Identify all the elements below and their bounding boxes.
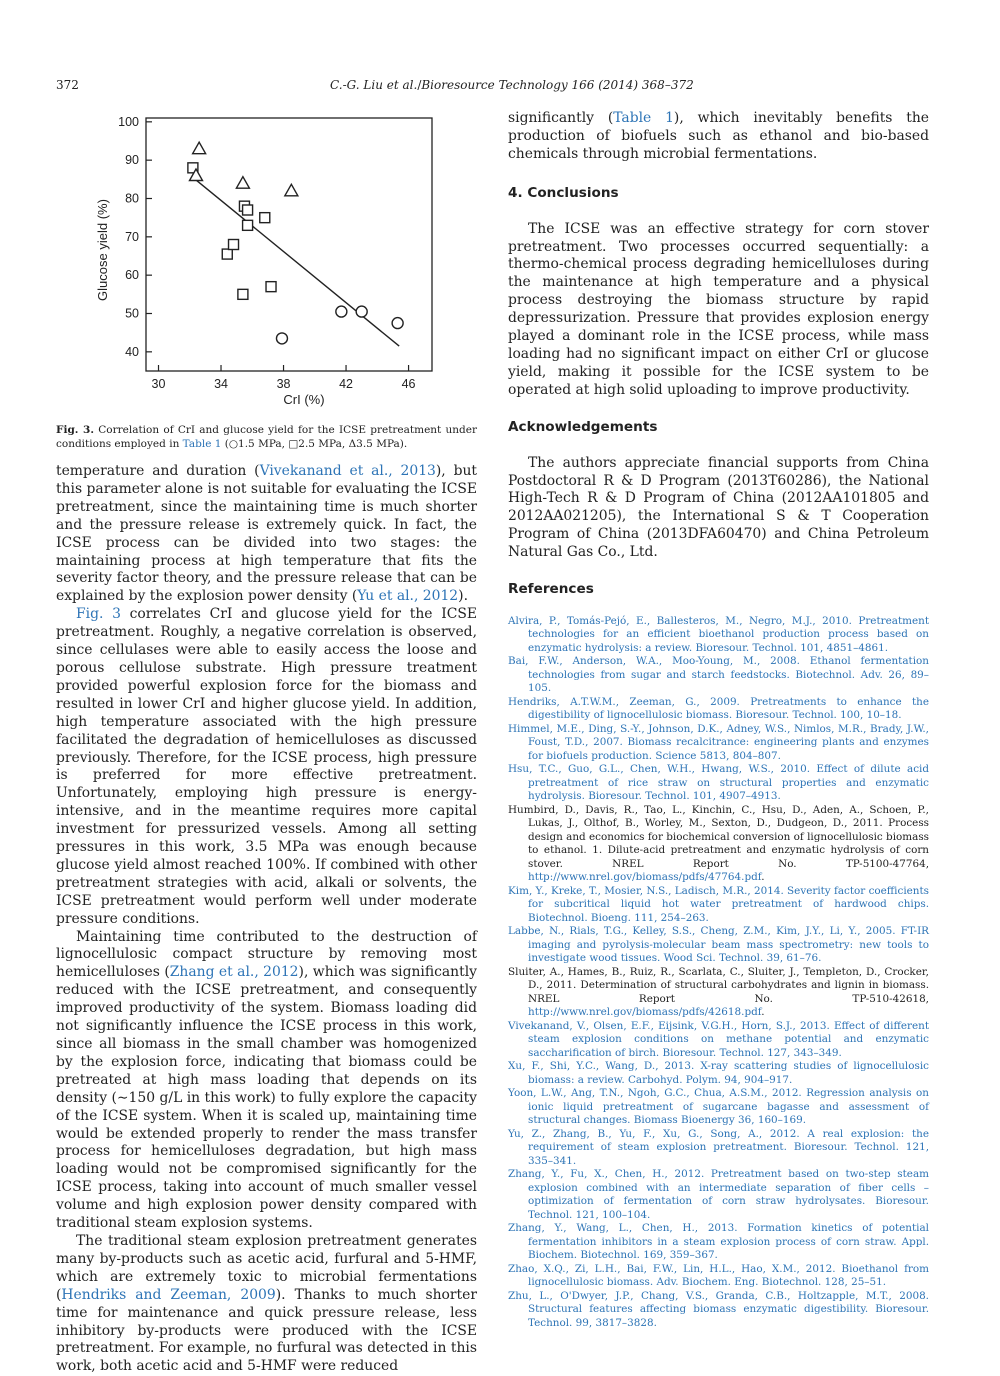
x-tick-label: 30 [151, 377, 166, 391]
reference-url[interactable]: http://www.nrel.gov/biomass/pdfs/47764.pdf [528, 871, 762, 884]
circle-point [392, 318, 403, 329]
reference-text: . [761, 1006, 765, 1019]
text-run: significantly ( [508, 110, 614, 126]
x-tick-label: 38 [276, 377, 291, 391]
circle-point [276, 333, 287, 344]
reference-item[interactable]: Zhu, L., O'Dwyer, J.P., Chang, V.S., Granda, C.B., Holtzapple, M.T., 2008. Structural features affecting biomass enzymatic digestibility. Bioresour. Technol. 99, 3817–3828. [508, 1289, 929, 1329]
y-tick-label: 90 [125, 153, 139, 168]
reference-text: Sluiter, A., Hames, B., Ruiz, R., Scarlata, C., Sluiter, J., Templeton, D., Crocker, D., 2011. Determination of structural carbohydrates and lignin in biomass. NREL Report No. TP-510-42618, [508, 965, 929, 1005]
square-point [260, 213, 270, 223]
circle-point [356, 306, 367, 317]
square-point [238, 289, 248, 299]
triangle-point [236, 177, 249, 189]
running-header [330, 78, 694, 92]
x-tick-label: 42 [339, 377, 353, 391]
triangle-point [193, 142, 206, 154]
circle-point [336, 306, 347, 317]
y-tick-label: 100 [118, 114, 139, 129]
x-axis-label: CrI (%) [283, 392, 325, 407]
square-point [222, 249, 232, 259]
section-heading-acknowledgements: Acknowledgements [508, 418, 658, 435]
header-authors: C.-G. Liu et al. [330, 78, 418, 92]
reference-text: Humbird, D., Davis, R., Tao, L., Kinchin, C., Hsu, D., Aden, A., Schoen, P., Lukas, J., Olthof, B., Worley, M., Sexton, D., Dudgeon, D., 2011. Process design and economics for biochemical conversion of lignocellulosic biomass to ethanol. 1. Dilute-acid pretreatment and enzymatic hydrolysis of corn stover. NREL Report No. TP-5100-47764, [508, 803, 929, 870]
figure-caption-label: Fig. 3. [56, 424, 94, 436]
figure-caption-table-link[interactable]: Table 1 [182, 437, 222, 450]
reference-item[interactable]: Yoon, L.W., Ang, T.N., Ngoh, G.C., Chua, A.S.M., 2012. Regression analysis on ionic liquid pretreatment of sugarcane bagasse and assessment of structural changes. Biomass Bioenergy 36, 160–169. [508, 1087, 929, 1127]
data-points [188, 142, 403, 344]
text-run: ). Thanks to much shorter time for maintenance and quick pressure release, less inhibitory by-products were produced with the ICSE pretreatment. For example, no furfural was detected in this work, both acetic acid and 5-HMF were reduced [56, 1286, 477, 1375]
x-axis-ticks [152, 365, 416, 391]
figure-3-chart [90, 104, 450, 414]
figure-caption [56, 424, 477, 451]
y-tick-label: 80 [125, 191, 139, 206]
page-number: 372 [56, 78, 79, 92]
reference-item [508, 804, 929, 885]
square-point [229, 240, 239, 250]
section-heading-conclusions: 4. Conclusions [508, 184, 619, 201]
figure-caption-text: Correlation of CrI and glucose yield for the ICSE pretreatment under conditions employed in [56, 424, 478, 450]
reference-item[interactable]: Hendriks, A.T.W.M., Zeeman, G., 2009. Pretreatments to enhance the digestibility of lignocellulosic biomass. Bioresour. Technol. 100, 10–18. [508, 695, 929, 722]
plot-frame [146, 118, 432, 371]
square-point [243, 220, 253, 230]
reference-text: . [761, 871, 765, 884]
y-axis-ticks [118, 115, 152, 359]
figure-link[interactable]: Fig. 3 [76, 606, 121, 623]
acknowledgements-paragraph: The authors appreciate financial supports from China Postdoctoral R & D Program (2013T60286), the National High-Tech R & D Program of China (2012AA101805 and 2012AA021205), the International S & T Cooperation Program of China (2013DFA60470) and China Petroleum Natural Gas Co., Ltd. [508, 454, 929, 561]
reference-item[interactable]: Zhang, Y., Fu, X., Chen, H., 2012. Pretreatment based on two-step steam explosion combined with an intermediate separation of fiber cells – optimization of fermentation of corn straw hydrolysates. Bioresour. Technol. 121, 100–104. [508, 1168, 929, 1221]
reference-item[interactable]: Xu, F., Shi, Y.C., Wang, D., 2013. X-ray scattering studies of lignocellulosic biomass: a review. Carbohyd. Polym. 94, 904–917. [508, 1060, 929, 1086]
reference-item[interactable]: Bai, F.W., Anderson, W.A., Moo-Young, M., 2008. Ethanol fermentation technologies from sugar and starch feedstocks. Biotechnol. Adv. 26, 89–105. [508, 655, 929, 695]
figure-caption-legend: (○1.5 MPa, □2.5 MPa, Δ3.5 MPa). [221, 437, 408, 450]
regression-line [193, 177, 399, 346]
citation-link[interactable]: Yu et al., 2012 [357, 588, 459, 605]
reference-item[interactable]: Alvira, P., Tomás-Pejó, E., Ballesteros, M., Negro, M.J., 2010. Pretreatment technologies for an efficient bioethanol production process based on enzymatic hydrolysis: a review. Bioresour. Technol. 101, 4851–4861. [508, 614, 929, 654]
y-tick-label: 60 [125, 268, 139, 283]
text-run: ), but this parameter alone is not suitable for evaluating the ICSE pretreatment, since the maintaining time is much shorter and the pressure release is extremely quick. In fact, the ICSE process can be divided into two stages: the maintaining process at high temperature that fits the severity factor theory, and the pressure release that can be explained by the explosion power density ( [56, 463, 477, 605]
section-heading-references: References [508, 581, 594, 598]
y-axis-label: Glucose yield (%) [95, 199, 110, 301]
text-run: ), which inevitably benefits the production of biofuels such as ethanol and bio-based chemicals through microbial fermentations. [508, 110, 929, 162]
y-tick-label: 70 [125, 229, 139, 244]
square-point [266, 282, 276, 292]
table-link[interactable]: Table 1 [613, 110, 674, 126]
right-column [508, 110, 929, 1330]
body-paragraph [56, 1233, 477, 1376]
reference-item[interactable]: Zhang, Y., Wang, L., Chen, H., 2013. Formation kinetics of potential fermentation inhibitors in a steam explosion process of corn straw. Appl. Biochem. Biotechnol. 169, 359–367. [508, 1222, 929, 1262]
text-run: Maintaining time contributed to the destruction of lignocellulosic compact structure by removing most hemicelluloses ( [56, 928, 477, 981]
header-separator: / [417, 78, 422, 92]
text-run: correlates CrI and glucose yield for the ICSE pretreatment. Roughly, a negative correlation is observed, since cellulases were able to easily access the loose and porous cellulose substrate. High pressure treatment provided powerful explosion force for the biomass and resulted in lower CrI and higher glucose yield. In addition, high temperature associated with the high pressure facilitated the degradation of hemicelluloses as discussed previously. Therefore, for the ICSE process, high pressure is preferred for more effective pretreatment. Unfortunately, employing high pressure is energy-intensive, and in the meantime requires more capital investment for pressurized vessels. Among all setting pressures in this work, 3.5 MPa was enough because glucose yield almost reached 100%. If combined with other pretreatment strategies with acid, alkali or solvents, the ICSE pretreatment would perform well under moderate pressure conditions. [56, 606, 477, 927]
triangle-point [285, 184, 298, 196]
reference-list [508, 615, 929, 1331]
citation-link[interactable]: Zhang et al., 2012 [169, 964, 299, 981]
left-column [56, 463, 477, 1376]
citation-link[interactable]: Hendriks and Zeeman, 2009 [61, 1286, 276, 1303]
square-point [243, 205, 253, 215]
regression-line-group [193, 177, 399, 346]
x-tick-label: 46 [401, 377, 416, 391]
reference-item[interactable]: Himmel, M.E., Ding, S.-Y., Johnson, D.K., Adney, W.S., Nimlos, M.R., Brady, J.W., Foust, T.D., 2007. Biomass recalcitrance: engineering plants and enzymes for biofuels production. Science 5813, 804–807. [508, 722, 929, 762]
conclusions-paragraph: The ICSE was an effective strategy for corn stover pretreatment. Two processes occurred sequentially: a thermo-chemical process degrading hemicelluloses during the maintenance at high temperature and a physical process destroying the biomass structure by rapid depressurization. Pressure that provides explosion energy played a dominant role in the ICSE process, while mass loading had no significant impact on either CrI or glucose yield, making it possible for the ICSE system to be operated at high solid uploading to improve productivity. [508, 220, 929, 398]
text-run: The traditional steam explosion pretreatment generates many by-products such as acetic acid, furfural and 5-HMF, which are extremely toxic to microbial fermentations ( [56, 1232, 477, 1303]
reference-item[interactable]: Yu, Z., Zhang, B., Yu, F., Xu, G., Song, A., 2012. A real explosion: the requirement of steam explosion pretreatment. Bioresour. Technol. 121, 335–341. [508, 1127, 929, 1167]
body-paragraph [56, 606, 477, 928]
header-journal: Bioresource Technology 166 (2014) 368–372 [421, 78, 694, 92]
reference-item[interactable]: Labbe, N., Rials, T.G., Kelley, S.S., Cheng, Z.M., Kim, J.Y., Li, Y., 2005. FT-IR imaging and pyrolysis-molecular beam mass spectrometry: new tools to investigate wood tissues. Wood Sci. Technol. 39, 61–76. [508, 925, 929, 965]
text-run: temperature and duration ( [56, 463, 260, 479]
citation-link[interactable]: Vivekanand et al., 2013 [259, 463, 436, 479]
body-paragraph [56, 463, 477, 606]
y-tick-label: 50 [125, 306, 139, 321]
y-tick-label: 40 [125, 344, 139, 359]
text-run: ), which was significantly reduced with the ICSE pretreatment, and consequently improved productivity of the system. Biomass loading did not significantly influence the ICSE process in this work, since all biomass in the small chamber was homogenized by the explosion force, indicating that biomass could be pretreated at high mass loading that depends on its density (∼150 g/L in this work) to fully explore the capacity of the ICSE system. When it is scaled up, maintaining time would be extended properly to render the mass transfer process for hemicelluloses degradation, but high mass loading would not be compromised significantly for the ICSE process, taking into account of much smaller vessel volume and high explosion power density compared with traditional steam explosion systems. [56, 964, 477, 1232]
reference-item[interactable]: Hsu, T.C., Guo, G.L., Chen, W.H., Hwang, W.S., 2010. Effect of dilute acid pretreatment of rice straw on structural properties and enzymatic hydrolysis. Bioresour. Technol. 101, 4907–4913. [508, 763, 929, 803]
plot-border [146, 118, 432, 371]
reference-item[interactable]: Kim, Y., Kreke, T., Mosier, N.S., Ladisch, M.R., 2014. Severity factor coefficients for subcritical liquid hot water pretreatment of hardwood chips. Biotechnol. Bioeng. 111, 254–263. [508, 884, 929, 924]
body-paragraph [56, 929, 477, 1233]
x-tick-label: 34 [214, 377, 228, 391]
body-paragraph [508, 110, 929, 164]
reference-item[interactable]: Zhao, X.Q., Zi, L.H., Bai, F.W., Lin, H.L., Hao, X.M., 2012. Bioethanol from lignocellulosic biomass. Adv. Biochem. Eng. Biotechnol. 128, 25–51. [508, 1262, 929, 1289]
reference-url[interactable]: http://www.nrel.gov/biomass/pdfs/42618.pdf [528, 1006, 762, 1019]
reference-item[interactable]: Vivekanand, V., Olsen, E.F., Eijsink, V.G.H., Horn, S.J., 2013. Effect of different steam explosion conditions on methane potential and enzymatic saccharification of birch. Bioresour. Technol. 127, 343–349. [508, 1019, 929, 1059]
reference-item [508, 966, 929, 1020]
text-run: ). [458, 588, 468, 605]
